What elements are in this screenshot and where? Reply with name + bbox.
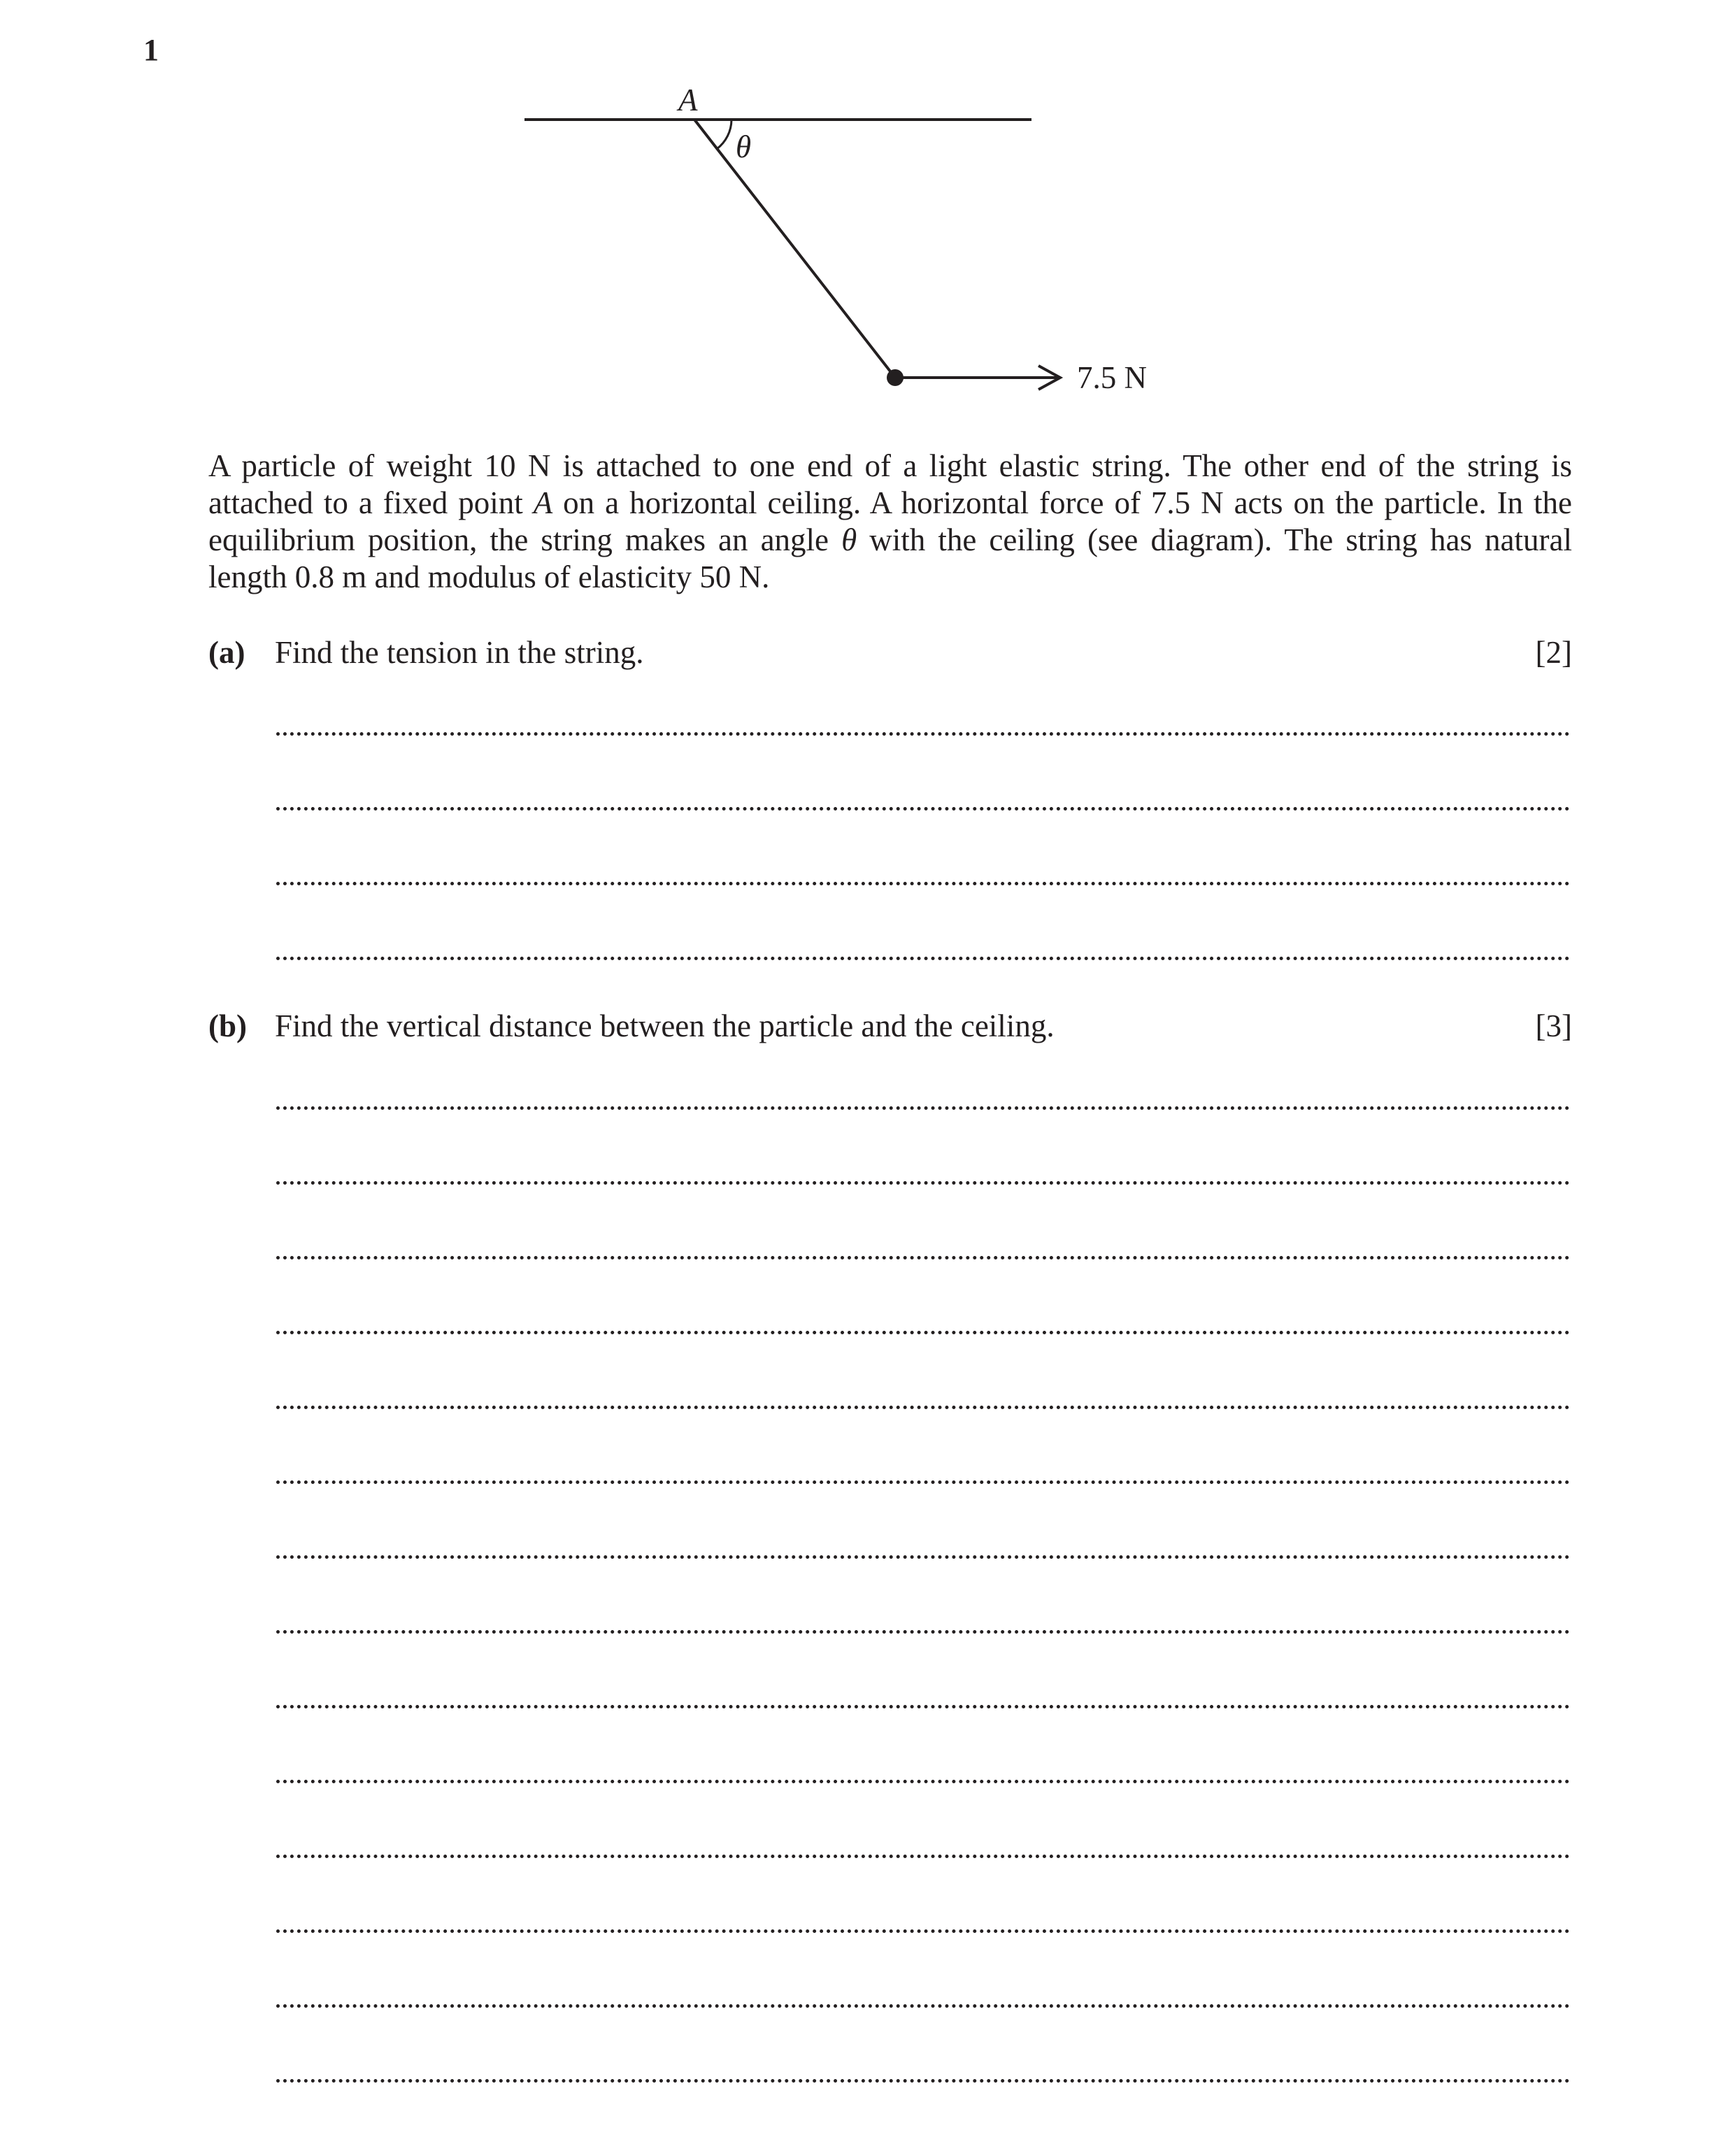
stem-point-a: A <box>533 485 553 520</box>
stem-part-3: with the ceiling (see diagram). The string has natural length 0.8 m and modulus of elasticity 50 N. <box>208 522 1572 594</box>
answer-line[interactable] <box>276 957 1570 960</box>
question-stem <box>208 448 1572 596</box>
answer-line[interactable] <box>276 882 1570 885</box>
answer-line[interactable] <box>276 2004 1570 2008</box>
answer-line[interactable] <box>276 1780 1570 1783</box>
answer-line[interactable] <box>276 1106 1570 1110</box>
answer-line[interactable] <box>276 1630 1570 1634</box>
answer-line[interactable] <box>276 2079 1570 2083</box>
force-label: 7.5 N <box>1077 360 1147 395</box>
question-number: 1 <box>143 33 159 67</box>
answer-line[interactable] <box>276 1480 1570 1484</box>
part-a-label: (a) <box>208 635 245 670</box>
part-a <box>208 634 1572 671</box>
answer-line[interactable] <box>276 807 1570 811</box>
answer-line[interactable] <box>276 1855 1570 1858</box>
stem-angle: θ <box>841 522 857 557</box>
part-b-question: Find the vertical distance between the particle and the ceiling. <box>275 1008 1055 1043</box>
answer-line[interactable] <box>276 1331 1570 1334</box>
force-diagram <box>0 0 1735 434</box>
part-a-marks: [2] <box>1535 635 1572 670</box>
answer-line[interactable] <box>276 1406 1570 1409</box>
answer-line[interactable] <box>276 1181 1570 1185</box>
string-line <box>694 120 895 378</box>
answer-line[interactable] <box>276 1256 1570 1259</box>
part-a-question: Find the tension in the string. <box>275 635 644 670</box>
answer-line[interactable] <box>276 1929 1570 1933</box>
stem-part-2: on a horizontal ceiling. A horizontal force of 7.5 N acts on the particle. In the equilibrium position, the string makes an angle <box>208 485 1572 557</box>
point-a-label: A <box>678 83 698 117</box>
part-b <box>208 1007 1572 1045</box>
stem-part-1: A particle of weight 10 N is attached to one end of a light elastic string. The other end of the string is attached to a fixed point <box>208 448 1572 520</box>
answer-line[interactable] <box>276 1705 1570 1708</box>
answer-line[interactable] <box>276 732 1570 736</box>
part-b-label: (b) <box>208 1008 247 1043</box>
angle-arc <box>717 120 731 149</box>
answer-line[interactable] <box>276 1555 1570 1559</box>
part-b-marks: [3] <box>1535 1008 1572 1043</box>
angle-theta-label: θ <box>736 129 752 164</box>
